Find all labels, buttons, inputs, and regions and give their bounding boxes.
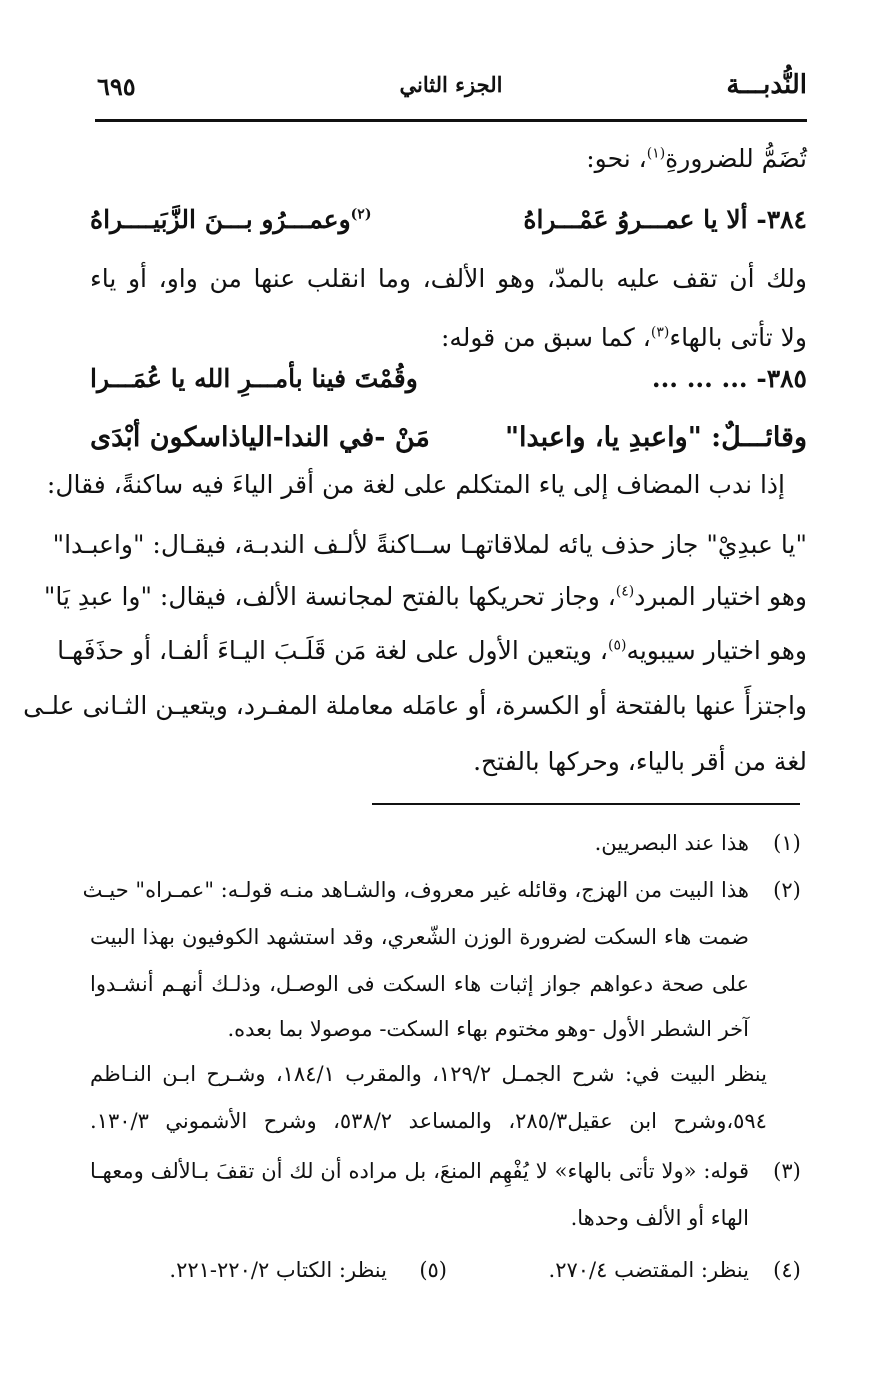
footnote-number: (٢): [773, 878, 801, 902]
page-number: ٦٩٥: [97, 72, 136, 101]
footnote-number: (٣): [773, 1159, 801, 1183]
footnote-number: (٥): [419, 1258, 447, 1282]
text-line-1: تُضَمُّ للضرورةِ$^{(١)}$، نحو:: [586, 144, 807, 173]
footnote-2-line-2: ضمت هاء السكت لضرورة الوزن الشّعري، وقد استشهد الكوفيون بهذا البيت: [90, 925, 749, 949]
text-line-p6: لغة من أقر بالياء، وحركها بالفتح.: [473, 747, 807, 776]
footnote-number: (١): [773, 831, 801, 855]
verse-385: [90, 353, 807, 405]
verse-384-second-hemistich: $^{(٢)}$وعمـــرُو بـــنَ الزَّبَيــــراهُ: [90, 205, 372, 234]
footnote-3: [90, 1148, 807, 1194]
footnote-divider: [372, 803, 800, 805]
footnote-number: (٤): [773, 1258, 801, 1282]
footnote-text: قوله: «ولا تأتى بالهاء» لا يُفْهِم المنعَ، بل مراده أن لك أن تقفَ بـالألف ومعهـا: [90, 1159, 749, 1183]
footnote-4-text: ينظر: المقتضب ٢٧٠/٤.: [548, 1258, 749, 1282]
footnote-2-line-5: ينظر البيت في: شرح الجمـل ١٢٩/٢، والمقرب ١٨٤/١، وشـرح ابـن النـاظم: [90, 1062, 767, 1086]
footnote-ref-2: (٢): [350, 206, 372, 223]
alfiya-first-hemistich: وقائـــلٌ: "واعبدِ يا، واعبدا": [504, 422, 807, 453]
footnote-2: [82, 867, 807, 913]
text-line-p1: إذا ندب المضاف إلى ياء المتكلم على لغة من أقر الياءَ فيه ساكنةً، فقال:: [46, 470, 785, 499]
part-title: الجزء الثاني: [399, 72, 503, 97]
footnote-4-5: [90, 1247, 807, 1293]
text-line-p2: "يا عبدِيْ" جاز حذف يائه لملاقاتهـا ســاكنةً لألـف الندبـة، فيقـال: "واعبـدا": [52, 530, 807, 559]
verse-385-first-hemistich: ٣٨٥- ... ... ...: [651, 364, 807, 393]
text-line-p3: وهو اختيار المبرد$^{(٤)}$، وجاز تحريكها بالفتح لمجانسة الألف، فيقال: "وا عبدِ يَا": [43, 582, 807, 611]
text-line-p5: واجتزأَ عنها بالفتحة أو الكسرة، أو عامَله معاملة المفـرد، ويتعيـن الثـانى علـى: [23, 691, 807, 720]
footnote-ref-4: (٤): [615, 583, 635, 600]
header-divider: [95, 119, 807, 122]
verse-385-second-hemistich: وقُمْتَ فينا بأمـــرِ الله يا عُمَـــرا: [90, 364, 418, 393]
footnote-2-line-6: ٥٩٤،وشرح ابن عقيل٢٨٥/٣، والمساعد ٥٣٨/٢، وشرح الأشموني ١٣٠/٣.: [90, 1109, 767, 1133]
footnote-5-text: ينظر: الكتاب ٢٢٠/٢-٢٢١.: [169, 1258, 387, 1282]
footnote-2-line-3: على صحة دعواهم جواز إثبات هاء السكت فى الوصـل، وذلـك أنهـم أنشـدوا: [90, 972, 749, 996]
text-line-4: ولا تأتى بالهاء$^{(٣)}$، كما سبق من قوله:: [440, 323, 807, 352]
alfiya-verse: [90, 412, 807, 464]
verse-384-first-hemistich: ٣٨٤- ألا يا عمـــروُ عَمْـــراهُ: [523, 205, 807, 234]
text-line-3: ولك أن تقف عليه بالمدّ، وهو الألف، وما انقلب عنها من واو، أو ياء: [90, 264, 807, 293]
verse-384: [90, 194, 807, 246]
chapter-title: النُّدبـــة: [726, 70, 807, 100]
footnote-2-line-4: آخر الشطر الأول -وهو مختوم بهاء السكت- موصولا بما بعده.: [227, 1017, 749, 1041]
footnote-3-line-2: الهاء أو الألف وحدها.: [570, 1206, 749, 1230]
page-header: [95, 70, 807, 110]
footnote-1: [90, 820, 807, 866]
footnote-text: هذا البيت من الهزج، وقائله غير معروف، والشـاهد منـه قولـه: "عمـراه" حيـث: [82, 878, 749, 902]
alfiya-second-hemistich: مَنْ -في الندا-الياذاسكون أبْدَى: [90, 422, 430, 453]
footnote-ref-1: (١): [646, 145, 666, 162]
footnote-ref-5: (٥): [607, 637, 627, 654]
footnote-ref-3: (٣): [650, 324, 670, 341]
footnote-text: هذا عند البصريين.: [594, 831, 749, 855]
text-line-p4: وهو اختيار سيبويه$^{(٥)}$، ويتعين الأول على لغة مَن قَلَـبَ اليـاءَ ألفـا، أو حذَفَهـا: [57, 636, 807, 665]
